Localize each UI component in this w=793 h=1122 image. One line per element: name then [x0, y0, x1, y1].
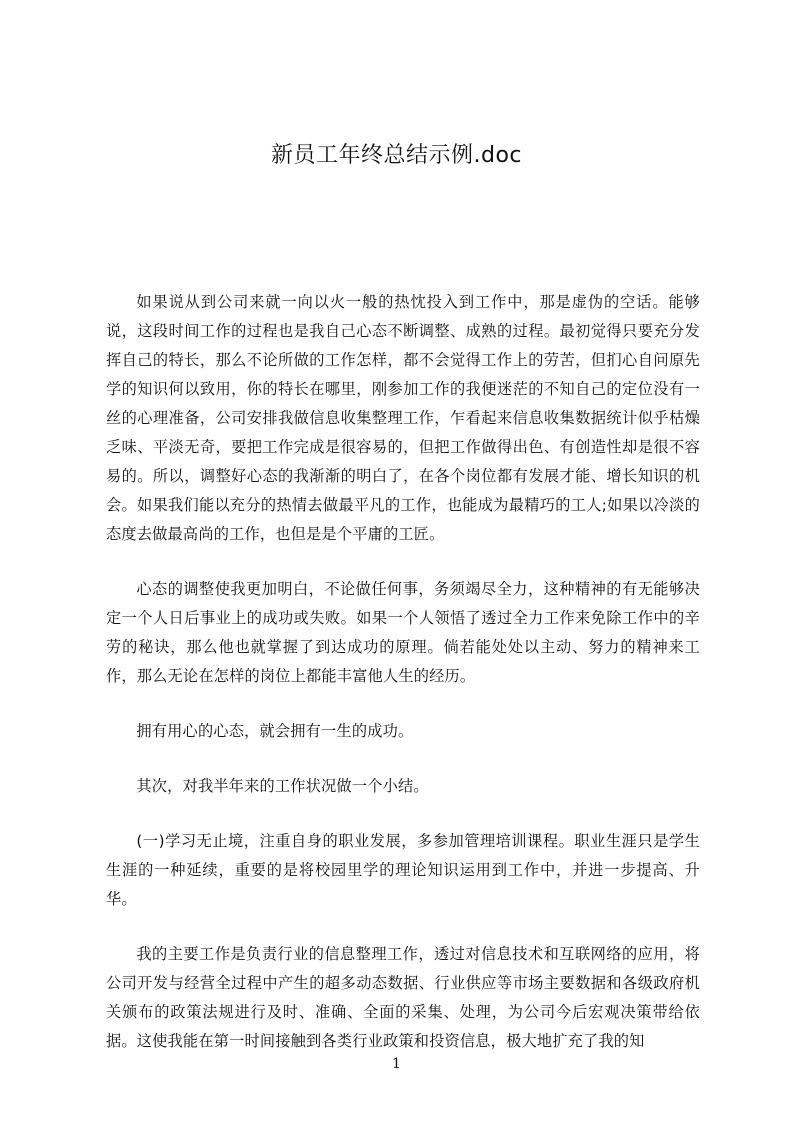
document-title: 新员工年终总结示例.doc: [270, 143, 522, 168]
paragraph-1: 如果说从到公司来就一向以火一般的热忱投入到工作中，那是虚伪的空话。能够说，这段时间工作的过程也是我自己心态不断调整、成熟的过程。最初觉得只要充分发挥自己的特长，那么不论所做的工作怎样，都不会觉得工作上的劳苦，但扪心自问原先学的知识何以致用，你的特长在哪里，刚参加工作的我便迷茫的不知自己的定位没有一丝的心理准备，公司安排我做信息收集整理工作，乍看起来信息收集数据统计似乎枯燥乏味、平淡无奇，要把工作完成是很容易的，但把工作做得出色、有创造性却是很不容易的。所以，调整好心态的我渐渐的明白了，在各个岗位都有发展才能、增长知识的机会。如果我们能以充分的热情去做最平凡的工作，也能成为最精巧的工人;如果以冷淡的态度去做最高尚的工作，也但是是个平庸的工匠。: [106, 293, 700, 543]
paragraph-3: 拥有用心的心态，就会拥有一生的成功。: [136, 722, 414, 740]
paragraph-4: 其次，对我半年来的工作状况做一个小结。: [136, 777, 429, 795]
document-body: [106, 288, 700, 1056]
paragraph-6: 我的主要工作是负责行业的信息整理工作，透过对信息技术和互联网络的应用，将公司开发与经营全过程中产生的超多动态数据、行业供应等市场主要数据和各级政府机关颁布的政策法规进行及时、准确、全面的采集、处理，为公司今后宏观决策带给依据。这使我能在第一时间接触到各类行业政策和投资信息，极大地扩充了我的知: [106, 945, 700, 1050]
page-number: 1: [392, 1056, 401, 1072]
paragraph-5: (一)学习无止境，注重自身的职业发展，多参加管理培训课程。职业生涯只是学生生涯的一种延续，重要的是将校园里学的理论知识运用到工作中，并进一步提高、升华。: [106, 832, 700, 908]
paragraph-2: 心态的调整使我更加明白，不论做任何事，务须竭尽全力，这种精神的有无能够决定一个人日后事业上的成功或失败。如果一个人领悟了透过全力工作来免除工作中的辛劳的秘诀，那么他也就掌握了到达成功的原理。倘若能处处以主动、努力的精神来工作，那么无论在怎样的岗位上都能丰富他人生的经历。: [106, 580, 700, 685]
